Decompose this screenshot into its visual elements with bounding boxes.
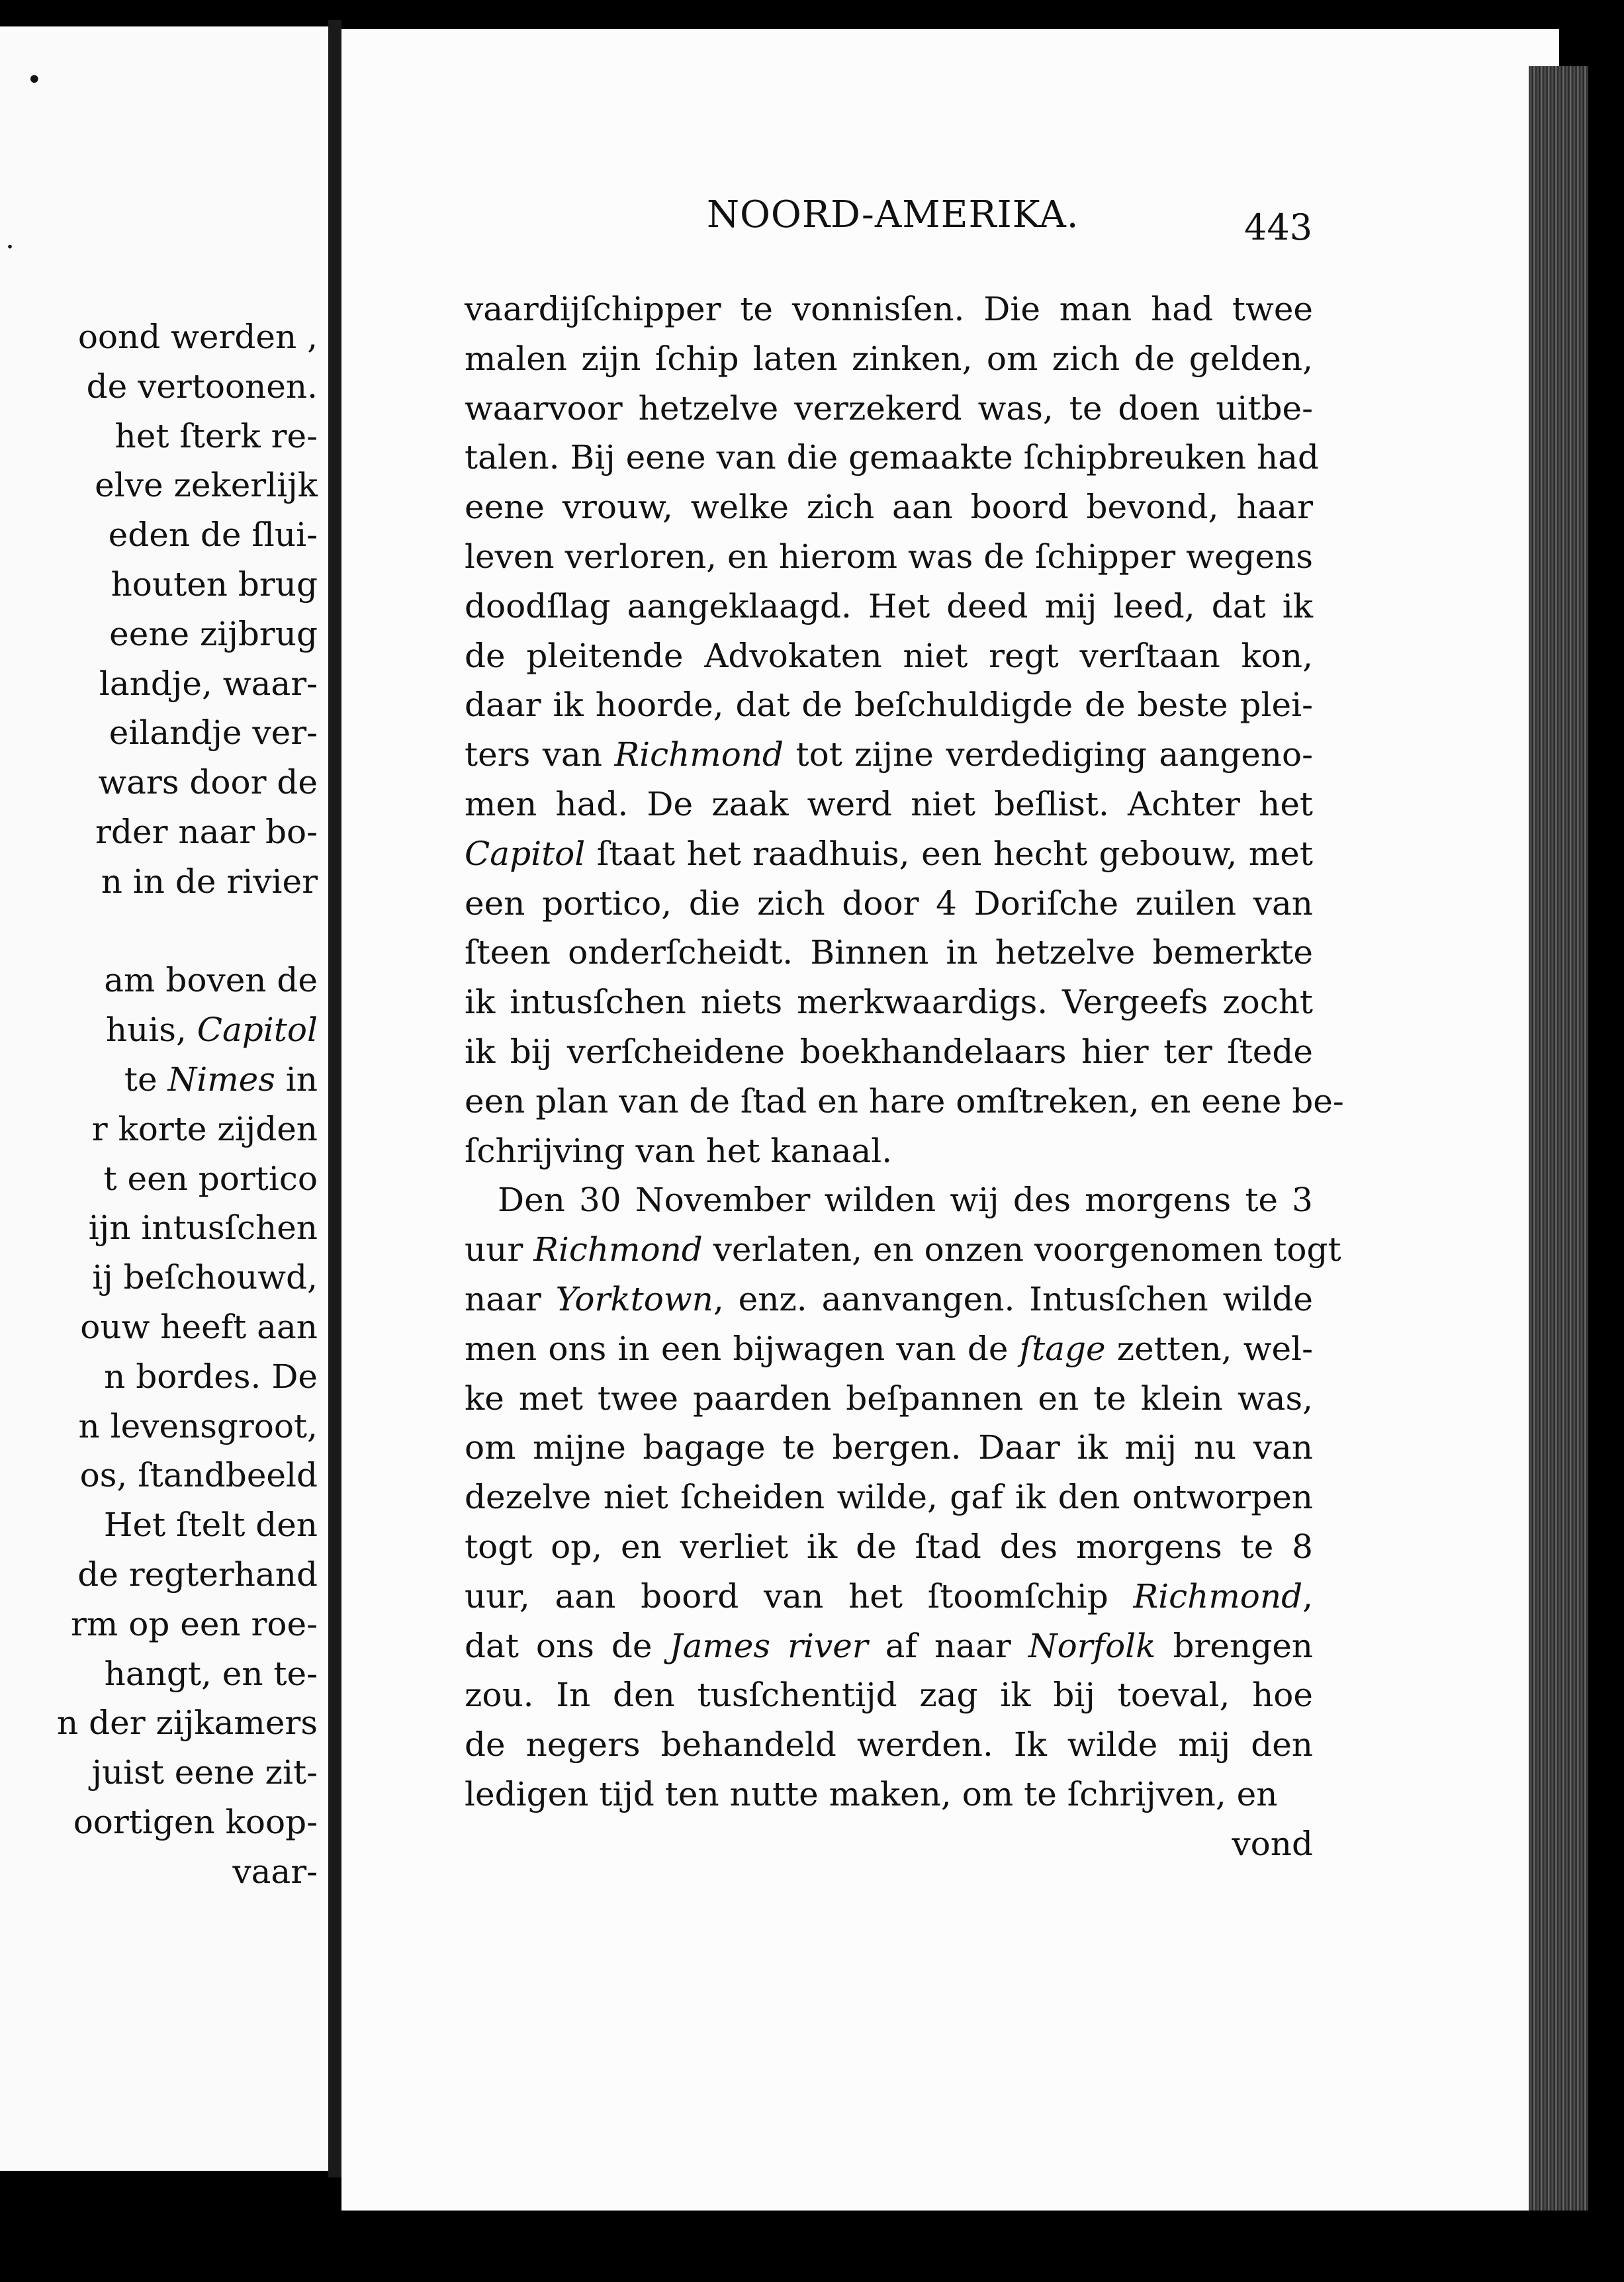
text-line: om mijne bagage te bergen. Daar ik mij nu van [465, 1428, 1313, 1467]
page-edges [1529, 66, 1588, 2211]
left-text-line: Het ſtelt den [103, 1506, 318, 1545]
text-line: men had. De zaak werd niet beſlist. Achter het [465, 784, 1313, 823]
left-text-line: eene zijbrug [109, 614, 318, 653]
text-line: een portico, die zich door 4 Doriſche zuilen van [465, 884, 1313, 923]
left-text-line: houten brug [111, 565, 318, 604]
left-text-line: huis, Capitol [105, 1011, 318, 1050]
text-line: doodſlag aangeklaagd. Het deed mij leed, dat ik [465, 586, 1313, 625]
left-text-line: vaar- [232, 1852, 318, 1891]
left-text-line: elve zekerlijk [95, 466, 318, 505]
text-line: malen zijn ſchip laten zinken, om zich de gelden, [465, 339, 1313, 378]
left-text-line: ij beſchouwd, [92, 1258, 318, 1297]
ink-mark: . [5, 222, 15, 255]
ink-mark: • [26, 65, 42, 95]
left-text-line: hangt, en te- [104, 1654, 318, 1693]
left-text-line: eilandje ver- [109, 713, 318, 753]
left-text-line: t een portico [103, 1159, 318, 1198]
text-line: ſchrijving van het kanaal. [465, 1131, 893, 1170]
left-page-text [0, 312, 318, 1897]
page-number: 443 [1244, 206, 1313, 248]
left-text-line: n in de rivier [101, 862, 318, 901]
body-text [465, 285, 1344, 1869]
text-line: ke met twee paarden beſpannen en te klein was, [465, 1379, 1313, 1418]
text-line: uur, aan boord van het ſtoomſchip Richmond, [465, 1576, 1313, 1616]
text-line: ters van Richmond tot zijne verdediging aangeno- [465, 735, 1313, 774]
left-text-line: rm op een roe- [71, 1604, 318, 1643]
text-line: uur Richmond verlaten, en onzen voorgenomen togt [465, 1230, 1341, 1269]
text-line: ik intusſchen niets merkwaardigs. Vergeefs zocht [465, 983, 1313, 1022]
left-text-line: r korte zijden [91, 1109, 318, 1148]
text-line: ſteen onderſcheidt. Binnen in hetzelve bemerkte [465, 933, 1313, 972]
left-text-line: eden de ſlui- [108, 516, 318, 555]
left-text-line: am boven de [104, 961, 318, 1000]
text-line: dezelve niet ſcheiden wilde, gaf ik den ontworpen [465, 1478, 1313, 1517]
book-gutter [328, 20, 341, 2177]
text-line: togt op, en verliet ik de ſtad des morgens te 8 [465, 1527, 1313, 1566]
text-line: eene vrouw, welke zich aan boord bevond, haar [465, 488, 1313, 527]
running-header: NOORD-AMERIKA. [707, 193, 1079, 236]
left-text-line: rder naar bo- [95, 812, 318, 851]
left-text-line: ouw heeft aan [80, 1307, 318, 1346]
text-line: waarvoor hetzelve verzekerd was, te doen uitbe- [465, 388, 1313, 428]
text-line: de pleitende Advokaten niet regt verſtaan kon, [465, 636, 1313, 675]
left-text-line: de vertoonen. [86, 367, 318, 406]
left-text-line: n bordes. De [104, 1357, 318, 1396]
text-line: een plan van de ſtad en hare omſtreken, en eene be- [465, 1081, 1344, 1120]
left-text-line: wars door de [98, 763, 318, 802]
text-line: naar Yorktown, enz. aanvangen. Intusſchen wilde [465, 1279, 1313, 1318]
left-text-line: ijn intusſchen [88, 1209, 318, 1248]
left-text-line: te Nimes in [124, 1060, 318, 1099]
text-line: leven verloren, en hierom was de ſchipper wegens [465, 537, 1313, 576]
text-line: Den 30 November wilden wij des morgens te 3 [498, 1181, 1313, 1220]
left-text-line [0, 907, 318, 956]
text-line: ledigen tijd ten nutte maken, om te ſchrijven, en [465, 1774, 1278, 1813]
text-line: men ons in een bijwagen van de ſtage zetten, wel- [465, 1329, 1313, 1368]
text-line: dat ons de James river af naar Norfolk brengen [465, 1626, 1313, 1665]
text-line: zou. In den tusſchentijd zag ik bij toeval, hoe [465, 1676, 1313, 1715]
text-line: de negers behandeld werden. Ik wilde mij den [465, 1725, 1313, 1764]
left-text-line: n levensgroot, [78, 1406, 318, 1445]
text-line: ik bij verſcheidene boekhandelaars hier ter ſtede [465, 1032, 1313, 1071]
text-line: vond [1232, 1824, 1313, 1863]
left-page [0, 26, 328, 2171]
text-line: Capitol ſtaat het raadhuis, een hecht gebouw, met [465, 834, 1313, 873]
text-line: daar ik hoorde, dat de beſchuldigde de beste plei- [465, 686, 1313, 725]
left-text-line: het ſterk re- [114, 416, 318, 455]
left-text-line: n der zijkamers [57, 1704, 318, 1743]
left-text-line: oortigen koop- [73, 1802, 318, 1841]
left-text-line: juist eene zit- [91, 1753, 318, 1792]
text-line: vaardijſchipper te vonnisſen. Die man had twee [465, 290, 1313, 328]
left-text-line: oond werden , [77, 318, 318, 356]
left-text-line: de regterhand [77, 1555, 318, 1594]
text-line: talen. Bij eene van die gemaakte ſchipbreuken had [465, 438, 1320, 477]
left-text-line: landje, waar- [99, 664, 318, 703]
left-text-line: os, ſtandbeeld [79, 1456, 318, 1495]
